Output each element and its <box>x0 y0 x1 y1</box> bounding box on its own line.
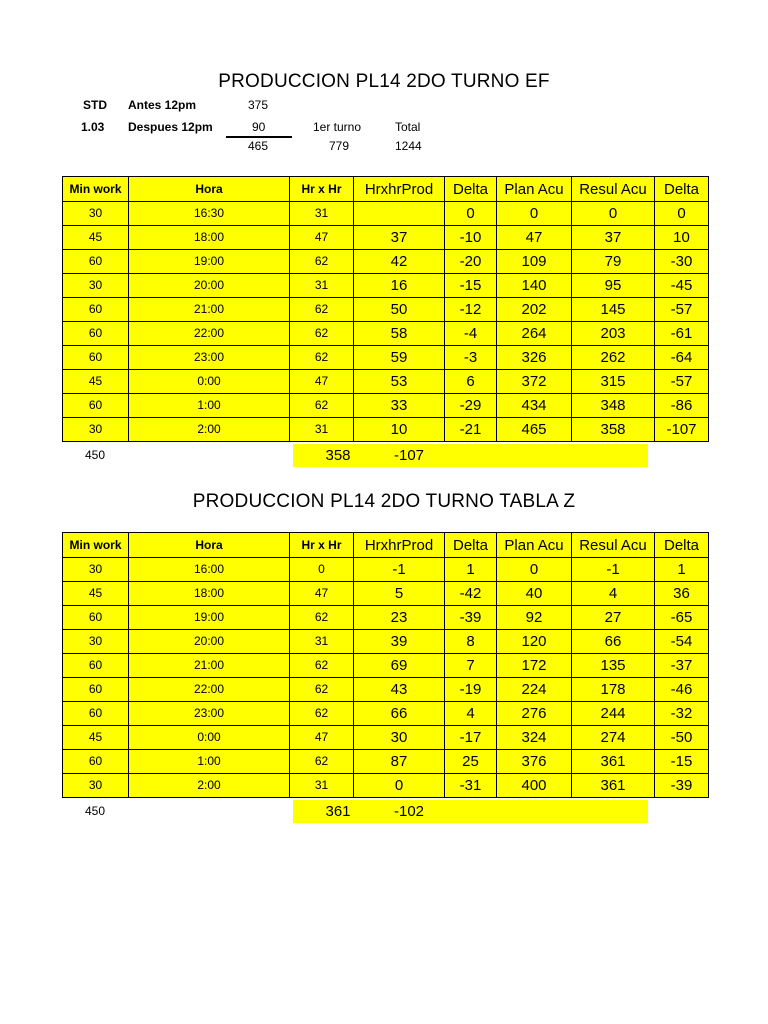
table-row <box>63 606 709 630</box>
table2-header-row <box>63 533 709 558</box>
cell-hrxhr-prod: 23 <box>354 606 445 630</box>
cell-plan-acu: 0 <box>497 202 572 226</box>
cell-plan-acu: 465 <box>497 418 572 442</box>
cell-min-work: 45 <box>63 726 129 750</box>
cell-hr-x-hr: 62 <box>290 394 354 418</box>
cell-hr-x-hr: 31 <box>290 630 354 654</box>
cell-hrxhr-prod: 58 <box>354 322 445 346</box>
cell-hrxhr-prod: 53 <box>354 370 445 394</box>
table-row <box>63 678 709 702</box>
cell-hora: 21:00 <box>129 654 290 678</box>
cell-resul-acu: 37 <box>572 226 655 250</box>
cell-hrxhr-prod: 69 <box>354 654 445 678</box>
table2-header-hora: Hora <box>129 533 290 558</box>
cell-delta-acu: -45 <box>655 274 709 298</box>
table1-total-prod: 358 <box>325 447 351 464</box>
cell-delta: -3 <box>445 346 497 370</box>
cell-hr-x-hr: 62 <box>290 606 354 630</box>
table1-title: PRODUCCION PL14 2DO TURNO EF <box>218 71 550 92</box>
table-row <box>63 654 709 678</box>
cell-hr-x-hr: 62 <box>290 750 354 774</box>
cell-resul-acu: 203 <box>572 322 655 346</box>
cell-hora: 2:00 <box>129 418 290 442</box>
cell-plan-acu: 372 <box>497 370 572 394</box>
cell-min-work: 60 <box>63 654 129 678</box>
cell-hrxhr-prod: 37 <box>354 226 445 250</box>
table2 <box>62 532 709 798</box>
cell-delta: -39 <box>445 606 497 630</box>
cell-delta: 8 <box>445 630 497 654</box>
first-shift-label: 1er turno <box>313 120 362 134</box>
sum-value: 465 <box>248 139 269 153</box>
cell-delta: -15 <box>445 274 497 298</box>
cell-plan-acu: 324 <box>497 726 572 750</box>
table2-header-hr-x-hr: Hr x Hr <box>290 533 354 558</box>
cell-hrxhr-prod: 0 <box>354 774 445 798</box>
cell-hora: 20:00 <box>129 274 290 298</box>
despues-value: 90 <box>252 120 266 134</box>
table1-totals-row <box>62 444 648 467</box>
cell-delta: -31 <box>445 774 497 798</box>
cell-hr-x-hr: 31 <box>290 774 354 798</box>
cell-hr-x-hr: 31 <box>290 202 354 226</box>
cell-hr-x-hr: 0 <box>290 558 354 582</box>
cell-resul-acu: -1 <box>572 558 655 582</box>
cell-hora: 23:00 <box>129 346 290 370</box>
table2-total-prod: 361 <box>325 803 351 820</box>
cell-resul-acu: 315 <box>572 370 655 394</box>
cell-plan-acu: 92 <box>497 606 572 630</box>
table1-total-min-work: 450 <box>84 448 106 462</box>
cell-delta-acu: 10 <box>655 226 709 250</box>
cell-resul-acu: 274 <box>572 726 655 750</box>
cell-hora: 22:00 <box>129 322 290 346</box>
table1-header-row <box>63 177 709 202</box>
cell-resul-acu: 361 <box>572 750 655 774</box>
cell-delta-acu: -50 <box>655 726 709 750</box>
cell-hr-x-hr: 47 <box>290 726 354 750</box>
table2-header-hrxhr-prod: HrxhrProd <box>354 533 445 558</box>
cell-min-work: 30 <box>63 558 129 582</box>
cell-plan-acu: 172 <box>497 654 572 678</box>
table-row <box>63 250 709 274</box>
cell-delta: -29 <box>445 394 497 418</box>
cell-resul-acu: 348 <box>572 394 655 418</box>
table2-total-delta: -102 <box>393 803 425 820</box>
cell-delta-acu: -57 <box>655 370 709 394</box>
cell-hr-x-hr: 62 <box>290 346 354 370</box>
cell-hr-x-hr: 62 <box>290 702 354 726</box>
cell-resul-acu: 27 <box>572 606 655 630</box>
table-row <box>63 202 709 226</box>
cell-delta: 0 <box>445 202 497 226</box>
cell-hora: 23:00 <box>129 702 290 726</box>
cell-plan-acu: 434 <box>497 394 572 418</box>
cell-hr-x-hr: 47 <box>290 226 354 250</box>
cell-hr-x-hr: 62 <box>290 250 354 274</box>
cell-min-work: 60 <box>63 678 129 702</box>
std-label: STD <box>83 98 107 112</box>
table-row <box>63 418 709 442</box>
cell-delta-acu: -54 <box>655 630 709 654</box>
table2-totals-row <box>62 800 648 823</box>
cell-resul-acu: 95 <box>572 274 655 298</box>
cell-hora: 18:00 <box>129 226 290 250</box>
cell-hora: 0:00 <box>129 726 290 750</box>
cell-hora: 1:00 <box>129 394 290 418</box>
cell-delta: 4 <box>445 702 497 726</box>
table-row <box>63 370 709 394</box>
cell-min-work: 60 <box>63 250 129 274</box>
cell-min-work: 30 <box>63 630 129 654</box>
table1-header-hora: Hora <box>129 177 290 202</box>
cell-min-work: 30 <box>63 202 129 226</box>
cell-delta-acu: -30 <box>655 250 709 274</box>
cell-plan-acu: 326 <box>497 346 572 370</box>
table2-header-min-work: Min work <box>63 533 129 558</box>
table1-totals-highlight <box>293 444 648 467</box>
cell-delta-acu: 0 <box>655 202 709 226</box>
total-value: 1244 <box>395 139 422 153</box>
cell-plan-acu: 224 <box>497 678 572 702</box>
table-row <box>63 630 709 654</box>
cell-hrxhr-prod <box>354 202 445 226</box>
cell-plan-acu: 376 <box>497 750 572 774</box>
cell-plan-acu: 47 <box>497 226 572 250</box>
cell-hrxhr-prod: 33 <box>354 394 445 418</box>
cell-hr-x-hr: 62 <box>290 678 354 702</box>
cell-delta-acu: -46 <box>655 678 709 702</box>
cell-plan-acu: 120 <box>497 630 572 654</box>
cell-resul-acu: 66 <box>572 630 655 654</box>
cell-delta-acu: -39 <box>655 774 709 798</box>
table-row <box>63 346 709 370</box>
cell-delta-acu: -86 <box>655 394 709 418</box>
table-row <box>63 726 709 750</box>
cell-hora: 0:00 <box>129 370 290 394</box>
cell-delta: -42 <box>445 582 497 606</box>
cell-plan-acu: 400 <box>497 774 572 798</box>
cell-delta-acu: -37 <box>655 654 709 678</box>
cell-min-work: 60 <box>63 298 129 322</box>
table-row <box>63 750 709 774</box>
sum-underline <box>226 136 292 138</box>
cell-hora: 21:00 <box>129 298 290 322</box>
table2-header-delta: Delta <box>445 533 497 558</box>
cell-resul-acu: 361 <box>572 774 655 798</box>
cell-min-work: 30 <box>63 418 129 442</box>
cell-hora: 19:00 <box>129 250 290 274</box>
cell-plan-acu: 264 <box>497 322 572 346</box>
antes-value: 375 <box>248 98 269 112</box>
cell-hrxhr-prod: 43 <box>354 678 445 702</box>
cell-resul-acu: 244 <box>572 702 655 726</box>
cell-min-work: 60 <box>63 606 129 630</box>
cell-hrxhr-prod: 30 <box>354 726 445 750</box>
cell-delta-acu: -32 <box>655 702 709 726</box>
cell-delta-acu: -61 <box>655 322 709 346</box>
cell-resul-acu: 178 <box>572 678 655 702</box>
cell-hora: 19:00 <box>129 606 290 630</box>
cell-delta: 6 <box>445 370 497 394</box>
cell-min-work: 60 <box>63 394 129 418</box>
table2-header-delta-acu: Delta <box>655 533 709 558</box>
cell-min-work: 30 <box>63 274 129 298</box>
table-row <box>63 274 709 298</box>
cell-hrxhr-prod: 39 <box>354 630 445 654</box>
total-label: Total <box>395 120 421 134</box>
cell-hrxhr-prod: 42 <box>354 250 445 274</box>
cell-hrxhr-prod: 16 <box>354 274 445 298</box>
table1-header-hrxhr-prod: HrxhrProd <box>354 177 445 202</box>
cell-hrxhr-prod: 66 <box>354 702 445 726</box>
cell-min-work: 60 <box>63 750 129 774</box>
cell-plan-acu: 276 <box>497 702 572 726</box>
cell-plan-acu: 140 <box>497 274 572 298</box>
cell-hora: 20:00 <box>129 630 290 654</box>
table1-header-resul-acu: Resul Acu <box>572 177 655 202</box>
cell-delta-acu: -64 <box>655 346 709 370</box>
cell-hrxhr-prod: 5 <box>354 582 445 606</box>
cell-hr-x-hr: 31 <box>290 418 354 442</box>
cell-delta: -10 <box>445 226 497 250</box>
cell-delta-acu: 36 <box>655 582 709 606</box>
cell-delta: 7 <box>445 654 497 678</box>
cell-delta: -12 <box>445 298 497 322</box>
cell-delta: -4 <box>445 322 497 346</box>
std-value: 1.03 <box>81 120 105 134</box>
cell-min-work: 45 <box>63 370 129 394</box>
cell-hr-x-hr: 31 <box>290 274 354 298</box>
table2-title: PRODUCCION PL14 2DO TURNO TABLA Z <box>192 491 576 512</box>
despues-label: Despues 12pm <box>128 120 213 134</box>
table-row <box>63 702 709 726</box>
cell-delta-acu: -57 <box>655 298 709 322</box>
cell-hr-x-hr: 62 <box>290 298 354 322</box>
cell-delta: -21 <box>445 418 497 442</box>
cell-hora: 18:00 <box>129 582 290 606</box>
cell-delta: 1 <box>445 558 497 582</box>
table1-header-delta: Delta <box>445 177 497 202</box>
cell-min-work: 45 <box>63 226 129 250</box>
cell-hrxhr-prod: 50 <box>354 298 445 322</box>
table-row <box>63 226 709 250</box>
table1-header-delta-acu: Delta <box>655 177 709 202</box>
cell-delta: 25 <box>445 750 497 774</box>
first-shift-value: 779 <box>329 139 350 153</box>
cell-min-work: 30 <box>63 774 129 798</box>
table-row <box>63 582 709 606</box>
cell-hora: 22:00 <box>129 678 290 702</box>
cell-plan-acu: 0 <box>497 558 572 582</box>
table-row <box>63 394 709 418</box>
cell-hr-x-hr: 47 <box>290 370 354 394</box>
cell-delta-acu: -15 <box>655 750 709 774</box>
cell-delta: -17 <box>445 726 497 750</box>
table2-total-min-work: 450 <box>84 804 106 818</box>
table-row <box>63 298 709 322</box>
table1-header-min-work: Min work <box>63 177 129 202</box>
cell-resul-acu: 4 <box>572 582 655 606</box>
cell-min-work: 60 <box>63 322 129 346</box>
cell-resul-acu: 135 <box>572 654 655 678</box>
cell-hora: 1:00 <box>129 750 290 774</box>
cell-resul-acu: 79 <box>572 250 655 274</box>
table2-totals-highlight <box>293 800 648 823</box>
cell-hrxhr-prod: 10 <box>354 418 445 442</box>
cell-plan-acu: 202 <box>497 298 572 322</box>
cell-resul-acu: 145 <box>572 298 655 322</box>
table1 <box>62 176 709 442</box>
cell-hrxhr-prod: 59 <box>354 346 445 370</box>
table-row <box>63 558 709 582</box>
cell-hr-x-hr: 62 <box>290 654 354 678</box>
table-row <box>63 322 709 346</box>
cell-min-work: 60 <box>63 346 129 370</box>
cell-hora: 2:00 <box>129 774 290 798</box>
table1-total-delta: -107 <box>393 447 425 464</box>
table2-header-plan-acu: Plan Acu <box>497 533 572 558</box>
antes-label: Antes 12pm <box>128 98 197 112</box>
cell-hora: 16:30 <box>129 202 290 226</box>
cell-resul-acu: 0 <box>572 202 655 226</box>
cell-delta-acu: -65 <box>655 606 709 630</box>
cell-plan-acu: 40 <box>497 582 572 606</box>
cell-resul-acu: 262 <box>572 346 655 370</box>
cell-hr-x-hr: 62 <box>290 322 354 346</box>
table1-header-hr-x-hr: Hr x Hr <box>290 177 354 202</box>
cell-hr-x-hr: 47 <box>290 582 354 606</box>
cell-hrxhr-prod: 87 <box>354 750 445 774</box>
cell-delta: -20 <box>445 250 497 274</box>
cell-delta-acu: 1 <box>655 558 709 582</box>
cell-resul-acu: 358 <box>572 418 655 442</box>
cell-min-work: 60 <box>63 702 129 726</box>
table2-header-resul-acu: Resul Acu <box>572 533 655 558</box>
cell-plan-acu: 109 <box>497 250 572 274</box>
cell-hrxhr-prod: -1 <box>354 558 445 582</box>
cell-min-work: 45 <box>63 582 129 606</box>
cell-hora: 16:00 <box>129 558 290 582</box>
cell-delta-acu: -107 <box>655 418 709 442</box>
table-row <box>63 774 709 798</box>
table1-header-plan-acu: Plan Acu <box>497 177 572 202</box>
cell-delta: -19 <box>445 678 497 702</box>
